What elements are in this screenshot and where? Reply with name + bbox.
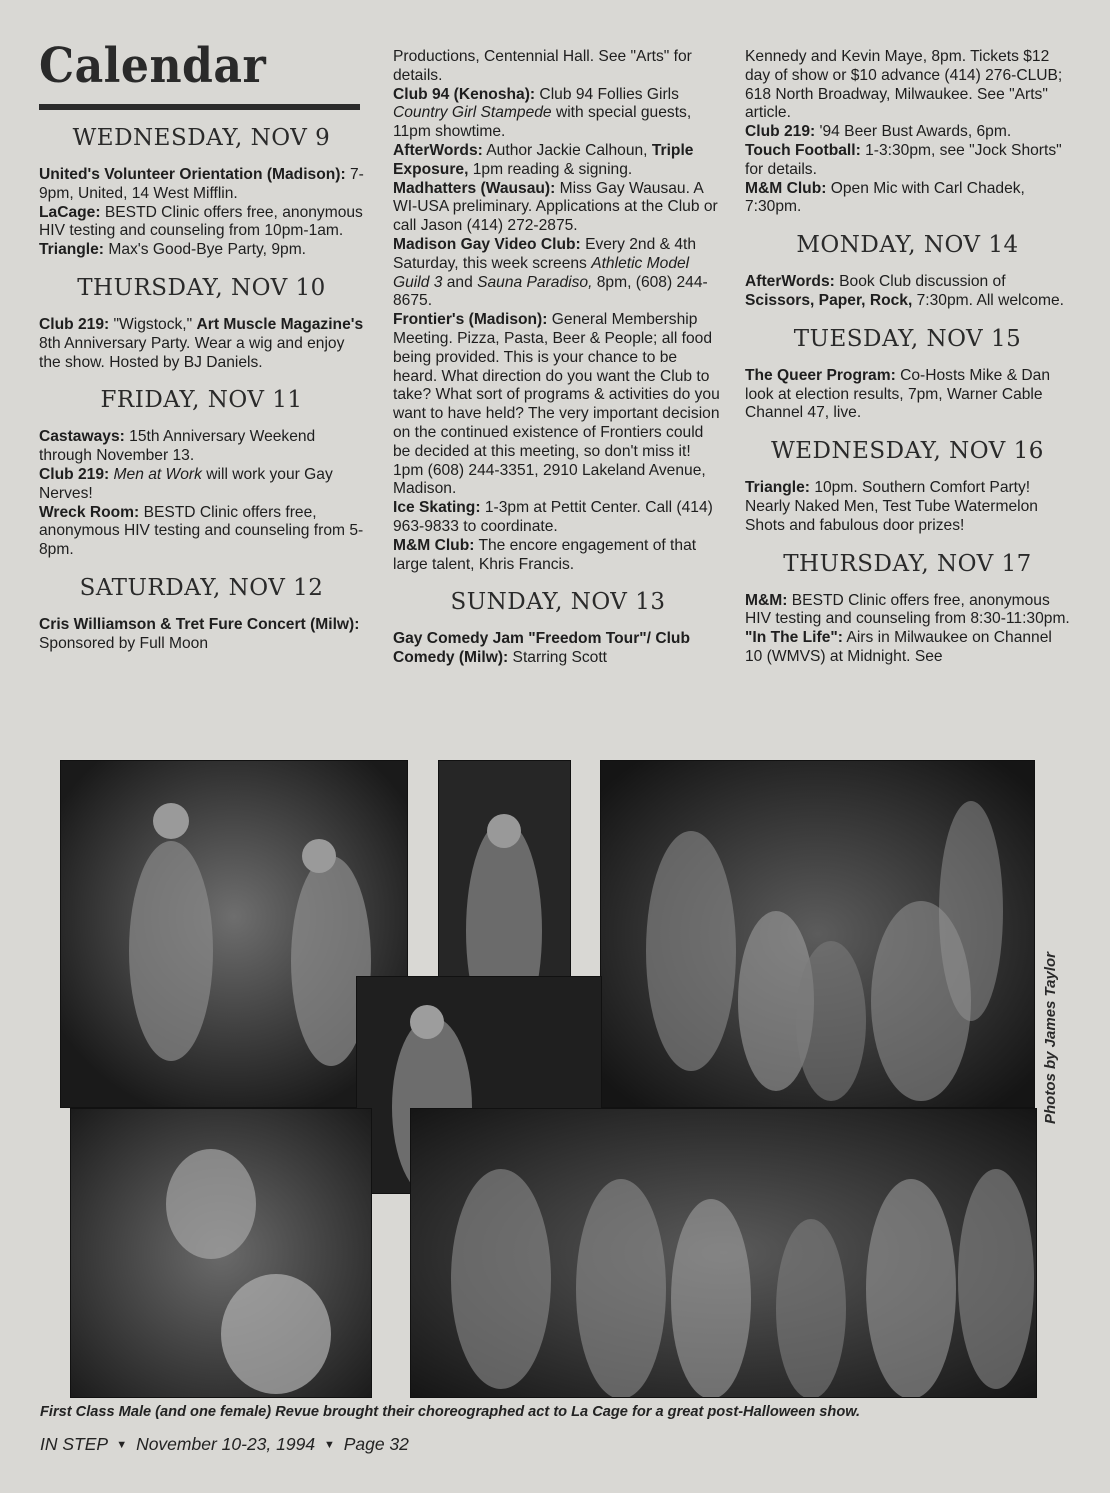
listing-entry: AfterWords: Author Jackie Calhoun, Triple Exposure, 1pm reading & signing.	[393, 141, 694, 178]
listing-entry: Club 219: '94 Beer Bust Awards, 6pm.	[745, 123, 1012, 141]
triangle-separator-icon: ▼	[116, 1439, 128, 1451]
listing-entry: United's Volunteer Orientation (Madison): 7-9pm, United, 14 West Mifflin.	[39, 166, 364, 202]
listing-entry: Ice Skating: 1-3pm at Pettit Center. Call (414) 963-9833 to coordinate.	[393, 499, 713, 535]
day-heading-sat-nov-12: SATURDAY, NOV 12	[79, 574, 324, 601]
listing-entry: M&M: BESTD Clinic offers free, anonymous HIV testing and counseling from 8:30-11:30pm.	[745, 591, 1070, 628]
photo-singer	[70, 1108, 372, 1398]
column-3	[745, 48, 1070, 667]
listing-entry: Triangle: 10pm. Southern Comfort Party! Nearly Naked Men, Test Tube Watermelon Shots and fabulous door prizes!	[745, 479, 1038, 534]
listing-entry: Kennedy and Kevin Maye, 8pm. Tickets $12 day of show or $10 advance (414) 276-CLUB; 618 North Broadway, Milwaukee. See "Arts" article.	[745, 48, 1063, 122]
listing-entry: AfterWords: Book Club discussion of Scissors, Paper, Rock, 7:30pm. All welcome.	[745, 273, 1064, 309]
listing-entry: M&M Club: Open Mic with Carl Chadek, 7:30pm.	[745, 179, 1025, 216]
listing-entry: Touch Football: 1-3:30pm, see "Jock Shorts" for details.	[745, 141, 1062, 178]
masthead-rule	[39, 104, 360, 110]
listing-entry: Triangle: Max's Good-Bye Party, 9pm.	[39, 241, 307, 259]
masthead-title: Calendar	[39, 38, 267, 94]
listing-entry: Castaways: 15th Anniversary Weekend through November 13.	[39, 428, 316, 465]
listing-entry: M&M Club: The encore engagement of that large talent, Khris Francis.	[393, 536, 697, 573]
listing-entry: Madhatters (Wausau): Miss Gay Wausau. A WI-USA preliminary. Applications at the Club or call Jason (414) 272-2875.	[393, 179, 718, 235]
day-heading-tue-nov-15: TUESDAY, NOV 15	[793, 325, 1022, 352]
day-heading-thu-nov-17: THURSDAY, NOV 17	[783, 550, 1032, 577]
publication-name: IN STEP	[40, 1434, 108, 1454]
listing-entry: Cris Williamson & Tret Fure Concert (Milw): Sponsored by Full Moon	[39, 615, 360, 652]
day-heading-wed-nov-9: WEDNESDAY, NOV 9	[72, 125, 331, 151]
listing-entry: Gay Comedy Jam "Freedom Tour"/ Club Comedy (Milw): Starring Scott	[393, 630, 690, 667]
day-heading-thu-nov-10: THURSDAY, NOV 10	[77, 274, 326, 301]
issue-date: November 10-23, 1994	[136, 1434, 316, 1454]
day-heading-mon-nov-14: MONDAY, NOV 14	[796, 232, 1019, 259]
listing-entry: Madison Gay Video Club: Every 2nd & 4th Saturday, this week screens Athletic Model Guild 3 and Sauna Paradiso, 8pm, (608) 244-8675.	[393, 235, 708, 310]
listing-entry: Productions, Centennial Hall. See "Arts" for details.	[393, 48, 692, 84]
listing-entry: Club 219: "Wigstock," Art Muscle Magazine's 8th Anniversary Party. Wear a wig and enjoy the show. Hosted by BJ Daniels.	[39, 315, 364, 371]
column-1	[39, 38, 364, 654]
listing-entry: Club 219: Men at Work will work your Gay Nerves!	[39, 465, 333, 502]
page-number: Page 32	[343, 1434, 409, 1454]
photo-lineup	[410, 1108, 1037, 1398]
listing-entry: Frontier's (Madison): General Membership Meeting. Pizza, Pasta, Beer & People; all food being provided. This is your chance to be heard. What direction do you want the Club to take? What sort of programs & activities do you want to have held? The very important decision on the continued existence of Frontiers could be decided at this meeting, so don't miss it! 1pm (608) 244-3351, 2910 Lakeland Avenue, Madison.	[393, 311, 720, 498]
photo-group-costumes	[600, 760, 1035, 1108]
listing-entry: "In The Life": Airs in Milwaukee on Channel 10 (WMVS) at Midnight. See	[745, 629, 1052, 665]
day-heading-fri-nov-11: FRIDAY, NOV 11	[100, 387, 303, 414]
listing-entry: LaCage: BESTD Clinic offers free, anonymous HIV testing and counseling from 10pm-1am.	[39, 203, 363, 240]
listing-entry: Wreck Room: BESTD Clinic offers free, anonymous HIV testing and counseling from 5-8pm.	[39, 503, 364, 559]
column-2	[393, 48, 723, 668]
day-heading-sun-nov-13: SUNDAY, NOV 13	[450, 589, 666, 616]
photo-collage	[60, 760, 1035, 1396]
day-heading-wed-nov-16: WEDNESDAY, NOV 16	[771, 438, 1044, 465]
listing-entry: The Queer Program: Co-Hosts Mike & Dan look at election results, 7pm, Warner Cable Channel 47, live.	[745, 366, 1051, 422]
photo-caption: First Class Male (and one female) Revue brought their choreographed act to La Cage for a great post-Halloween show.	[40, 1404, 861, 1420]
listing-entry: Club 94 (Kenosha): Club 94 Follies Girls Country Girl Stampede with special guests, 11pm showtime.	[393, 85, 692, 141]
photo-credit: Photos by James Taylor	[1042, 952, 1059, 1125]
triangle-separator-icon: ▼	[323, 1439, 335, 1451]
page-footer	[40, 1434, 409, 1455]
